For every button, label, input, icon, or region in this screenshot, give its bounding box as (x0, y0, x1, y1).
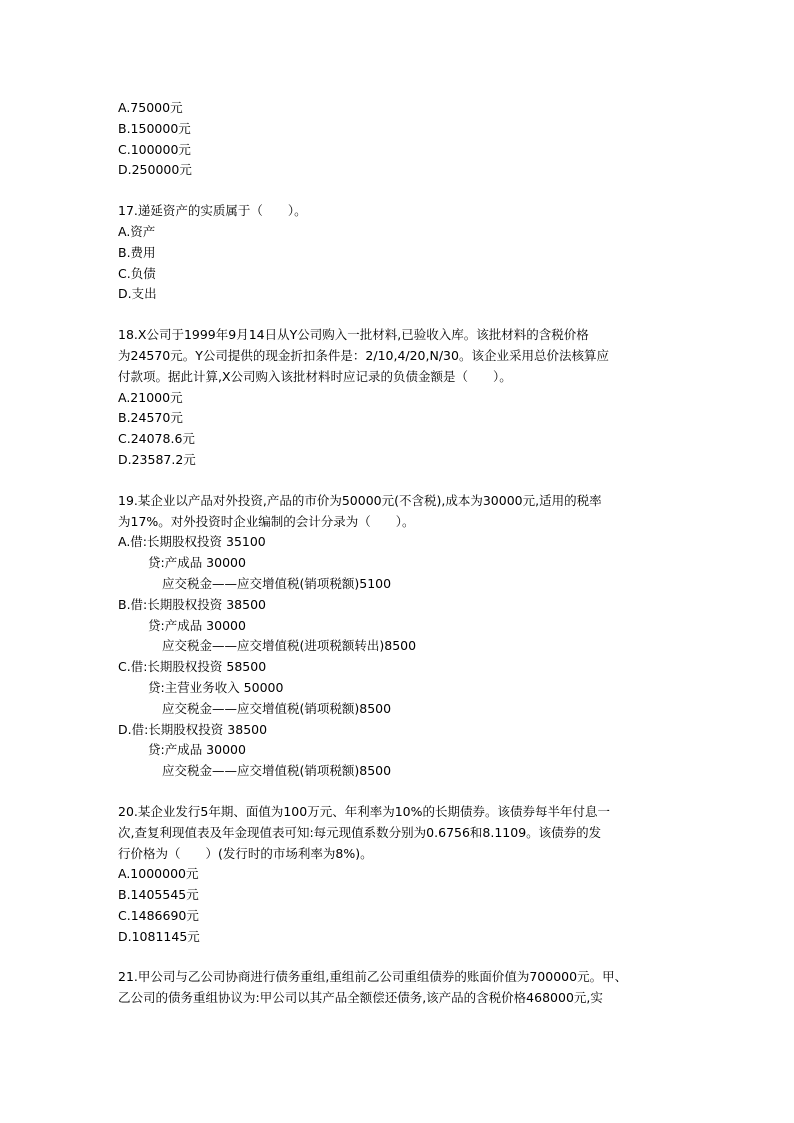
option-b-credit: 贷:产成品 30000 (148, 617, 246, 633)
option-d: D.1081145元 (118, 928, 200, 944)
document-page (118, 98, 678, 1009)
option-d: D.23587.2元 (118, 451, 196, 467)
option-c: C.100000元 (118, 141, 191, 157)
question-stem-line: 为17%。对外投资时企业编制的会计分录为（ ）。 (118, 513, 415, 529)
option-a: A.资产 (118, 223, 156, 239)
question-stem-line: 乙公司的债务重组协议为:甲公司以其产品全额偿还债务,该产品的含税价格468000元,实 (118, 990, 603, 1006)
question-16-options (118, 98, 678, 181)
option-b: B.1405545元 (118, 887, 199, 903)
question-17 (118, 201, 678, 305)
option-d-credit: 贷:产成品 30000 (148, 742, 246, 758)
question-stem-line: 为24570元。Y公司提供的现金折扣条件是：2/10,4/20,N/30。该企业采用总价法核算应 (118, 347, 609, 363)
question-18 (118, 325, 678, 471)
option-b-debit: B.借:长期股权投资 38500 (118, 596, 266, 612)
option-b: B.150000元 (118, 120, 191, 136)
option-d-debit: D.借:长期股权投资 38500 (118, 721, 268, 737)
option-c: C.24078.6元 (118, 431, 195, 447)
question-stem-line: 20.某企业发行5年期、面值为100万元、年利率为10%的长期债券。该债券每半年付息一 (118, 803, 610, 819)
question-stem-line: 付款项。据此计算,X公司购入该批材料时应记录的负债金额是（ ）。 (118, 368, 512, 384)
option-c-debit: C.借:长期股权投资 58500 (118, 659, 267, 675)
option-c-credit: 贷:主营业务收入 50000 (148, 679, 284, 695)
question-21 (118, 967, 678, 1009)
option-b-tax: 应交税金——应交增值税(进项税额转出)8500 (162, 638, 417, 654)
question-19 (118, 491, 678, 782)
option-c-tax: 应交税金——应交增值税(销项税额)8500 (162, 700, 392, 716)
question-stem-line: 18.X公司于1999年9月14日从Y公司购入一批材料,已验收入库。该批材料的含税价格 (118, 327, 589, 343)
option-a: A.21000元 (118, 389, 183, 405)
option-b: B.费用 (118, 244, 156, 260)
option-a: A.1000000元 (118, 866, 199, 882)
option-a-debit: A.借:长期股权投资 35100 (118, 534, 266, 550)
option-a-credit: 贷:产成品 30000 (148, 555, 246, 571)
option-b: B.24570元 (118, 410, 183, 426)
option-d: D.250000元 (118, 162, 192, 178)
question-stem-line: 次,查复利现值表及年金现值表可知:每元现值系数分别为0.6756和8.1109。该债券的发 (118, 824, 602, 840)
option-a-tax: 应交税金——应交增值税(销项税额)5100 (162, 575, 392, 591)
question-stem-line: 19.某企业以产品对外投资,产品的市价为50000元(不含税),成本为30000元,适用的税率 (118, 492, 602, 508)
question-stem-line: 21.甲公司与乙公司协商进行债务重组,重组前乙公司重组债券的账面价值为700000元。甲、 (118, 969, 628, 985)
option-d-tax: 应交税金——应交增值税(销项税额)8500 (162, 763, 392, 779)
option-c: C.1486690元 (118, 907, 199, 923)
question-stem-line: 行价格为（ ）(发行时的市场利率为8%)。 (118, 845, 373, 861)
question-stem: 17.递延资产的实质属于（ ）。 (118, 203, 307, 219)
option-a: A.75000元 (118, 100, 183, 115)
option-d: D.支出 (118, 286, 157, 302)
option-c: C.负债 (118, 265, 156, 281)
question-20 (118, 802, 678, 948)
